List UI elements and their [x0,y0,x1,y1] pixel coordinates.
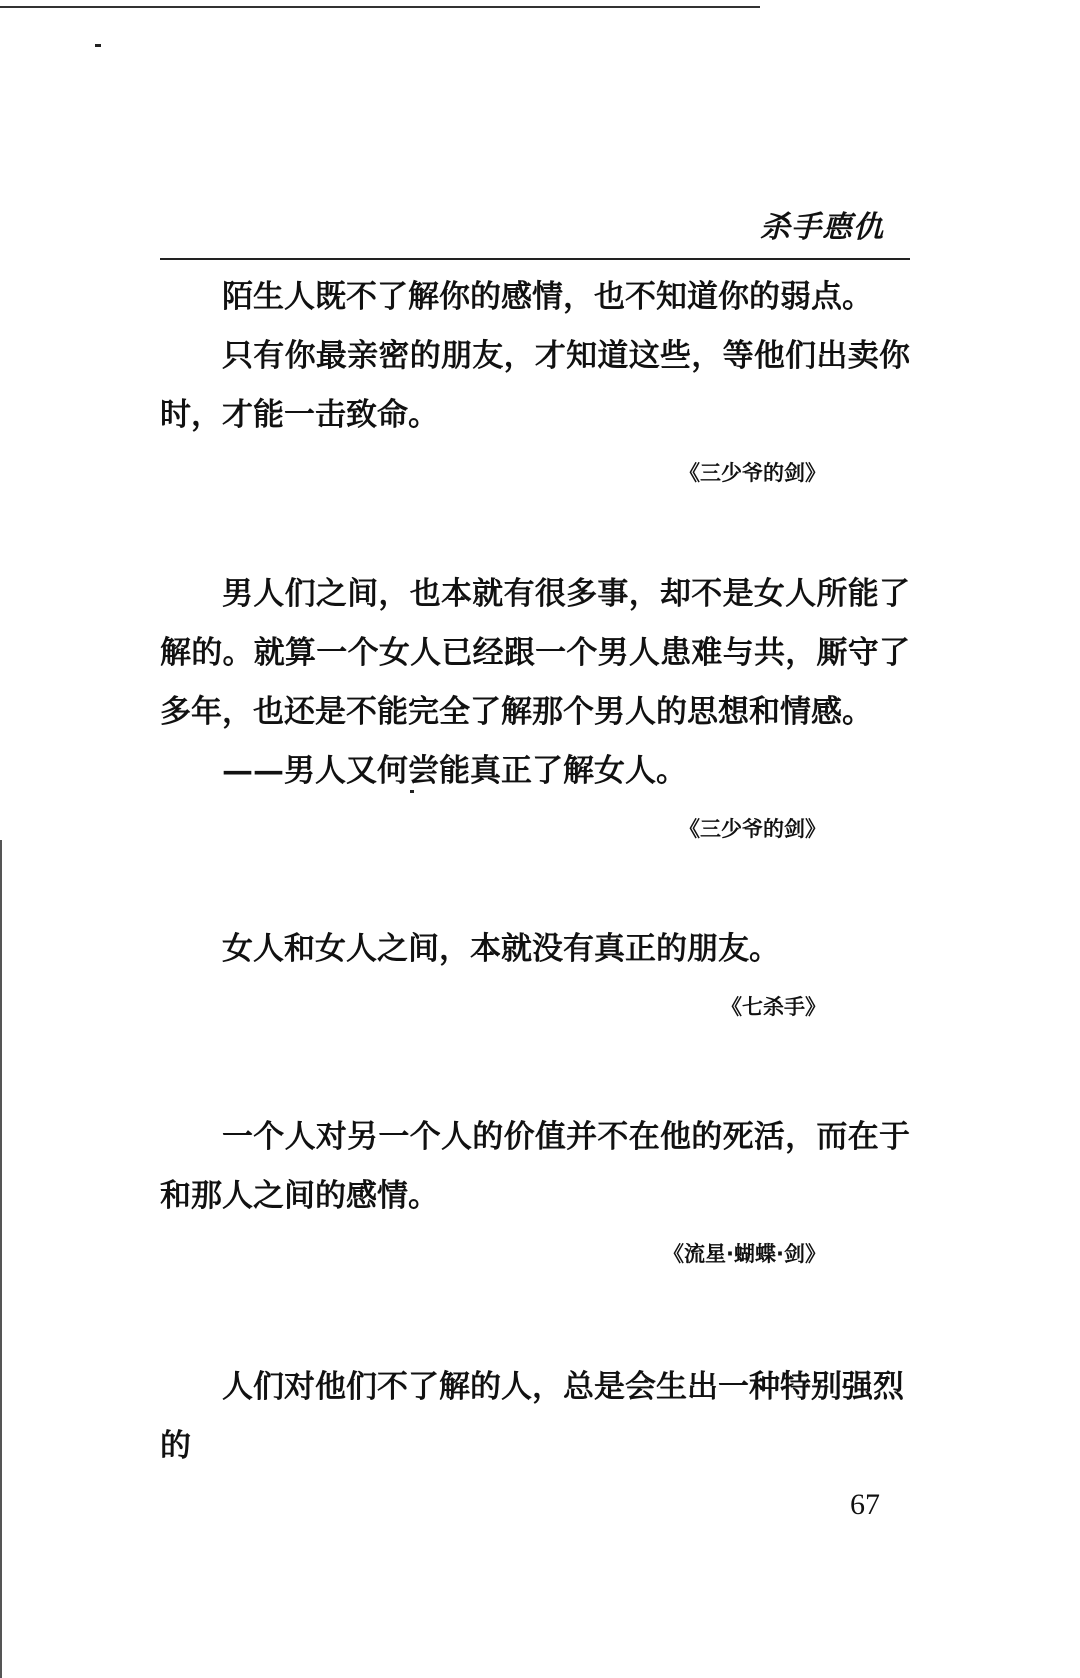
source-citation: 《三少爷的剑》 [679,817,826,841]
quote-entry [160,565,910,843]
quote-paragraph: 女人和女人之间，本就没有真正的朋友。 [222,931,780,967]
scan-speck [95,44,101,47]
quote-paragraph: 人们对他们不了解的人，总是会生出一种特别强烈的 [160,1369,904,1464]
header-rule [160,258,910,260]
scan-top-border [0,6,760,8]
running-title: 杀手㥁仇 [760,210,884,245]
quote-paragraph: 一个人对另一个人的价值并不在他的死活，而在于和那人之间的感情。 [160,1119,910,1214]
quote-entry [160,1358,910,1476]
source-citation: 《七杀手》 [721,995,826,1019]
quote-paragraph: 陌生人既不了解你的感情，也不知道你的弱点。 [222,279,873,315]
quote-entry [160,920,910,1021]
quote-paragraph: 男人们之间，也本就有很多事，却不是女人所能了解的。就算一个女人已经跟一个男人患难与共，厮守了多年，也还是不能完全了解那个男人的思想和情感。 [160,576,910,730]
source-citation: 《流星·蝴蝶·剑》 [663,1242,826,1266]
page-number: 67 [850,1488,880,1521]
quote-paragraph: ——男人又何尝能真正了解女人。 [222,753,687,789]
quote-entry [160,268,910,487]
source-citation: 《三少爷的剑》 [679,461,826,485]
quote-paragraph: 只有你最亲密的朋友，才知道这些，等他们出卖你时，才能一击致命。 [160,338,910,433]
quote-entry [160,1108,910,1268]
scan-left-edge [0,840,2,1678]
